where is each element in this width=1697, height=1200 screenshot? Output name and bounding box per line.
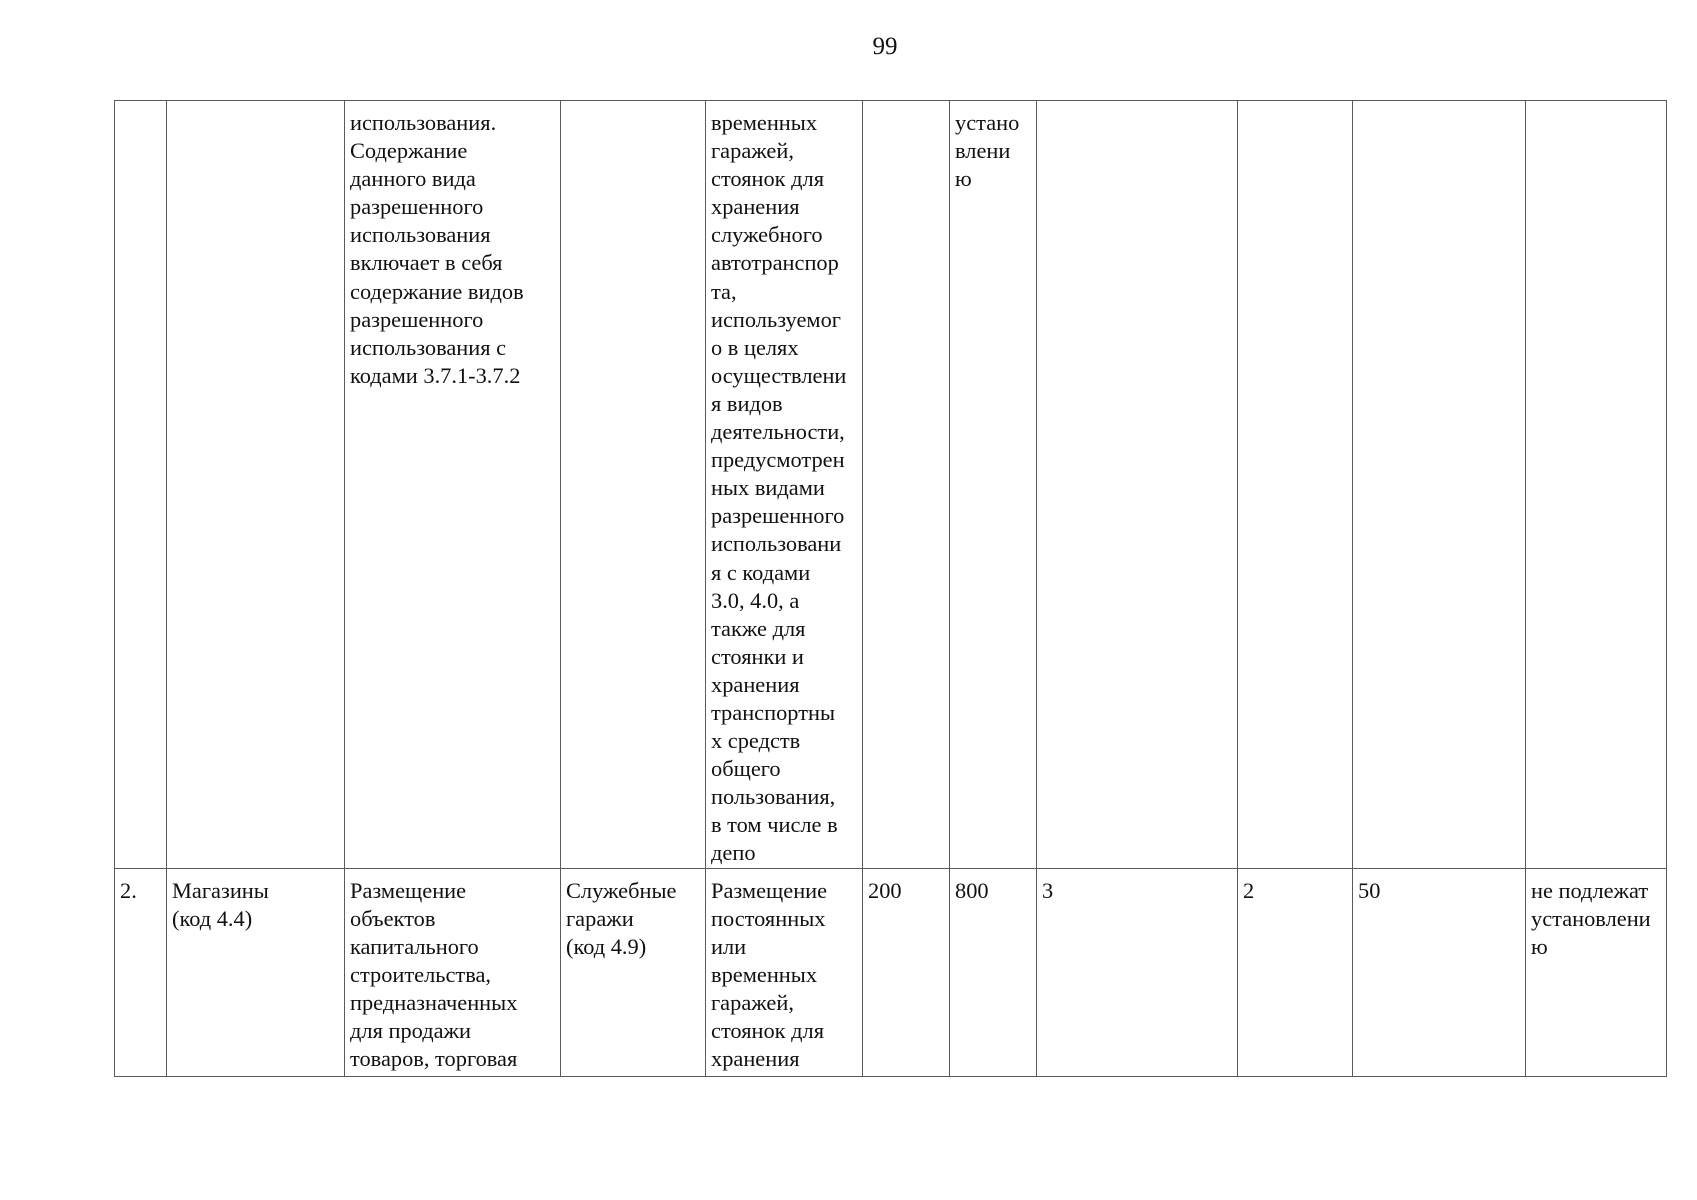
- auxiliary-use-cell: Служебные гаражи (код 4.9): [561, 868, 706, 1076]
- row-number-cell: [115, 101, 167, 869]
- table-row: [115, 101, 1667, 869]
- max-area-cell: 800: [950, 868, 1037, 1076]
- main-use-description-cell: Размещение объектов капитального строительства, предназначенных для продажи товаров, торговая: [345, 868, 561, 1076]
- zoning-regulations-table: [114, 100, 1667, 1077]
- row-number-cell: 2.: [115, 868, 167, 1076]
- main-use-description-cell: использования. Содержание данного вида разрешенного использования включает в себя содержание видов разрешенного использования с кодами 3.7.1-3.7.2: [345, 101, 561, 869]
- max-floors-cell: [1037, 101, 1238, 869]
- main-use-cell: Магазины (код 4.4): [167, 868, 345, 1076]
- table-row: [115, 868, 1667, 1076]
- min-area-cell: 200: [863, 868, 950, 1076]
- min-area-cell: [863, 101, 950, 869]
- auxiliary-use-description-cell: Размещение постоянных или временных гаражей, стоянок для хранения: [706, 868, 863, 1076]
- max-coverage-cell: 50: [1353, 868, 1526, 1076]
- max-coverage-cell: [1353, 101, 1526, 869]
- restrictions-cell: не подлежат установлени ю: [1526, 868, 1667, 1076]
- auxiliary-use-cell: [561, 101, 706, 869]
- auxiliary-use-description-cell: временных гаражей, стоянок для хранения служебного автотранспор та, используемог о в целях осуществлени я видов деятельности, предусмотрен ных видами разрешенного использовани я с кодами 3.0, 4.0, а также для стоянки и хранения транспортны х средств общего пользования, в том числе в депо: [706, 101, 863, 869]
- max-floors-cell: 3: [1037, 868, 1238, 1076]
- restrictions-cell: [1526, 101, 1667, 869]
- min-setback-cell: 2: [1238, 868, 1353, 1076]
- max-area-cell: устано влени ю: [950, 101, 1037, 869]
- main-use-cell: [167, 101, 345, 869]
- page-number: 99: [872, 33, 898, 60]
- min-setback-cell: [1238, 101, 1353, 869]
